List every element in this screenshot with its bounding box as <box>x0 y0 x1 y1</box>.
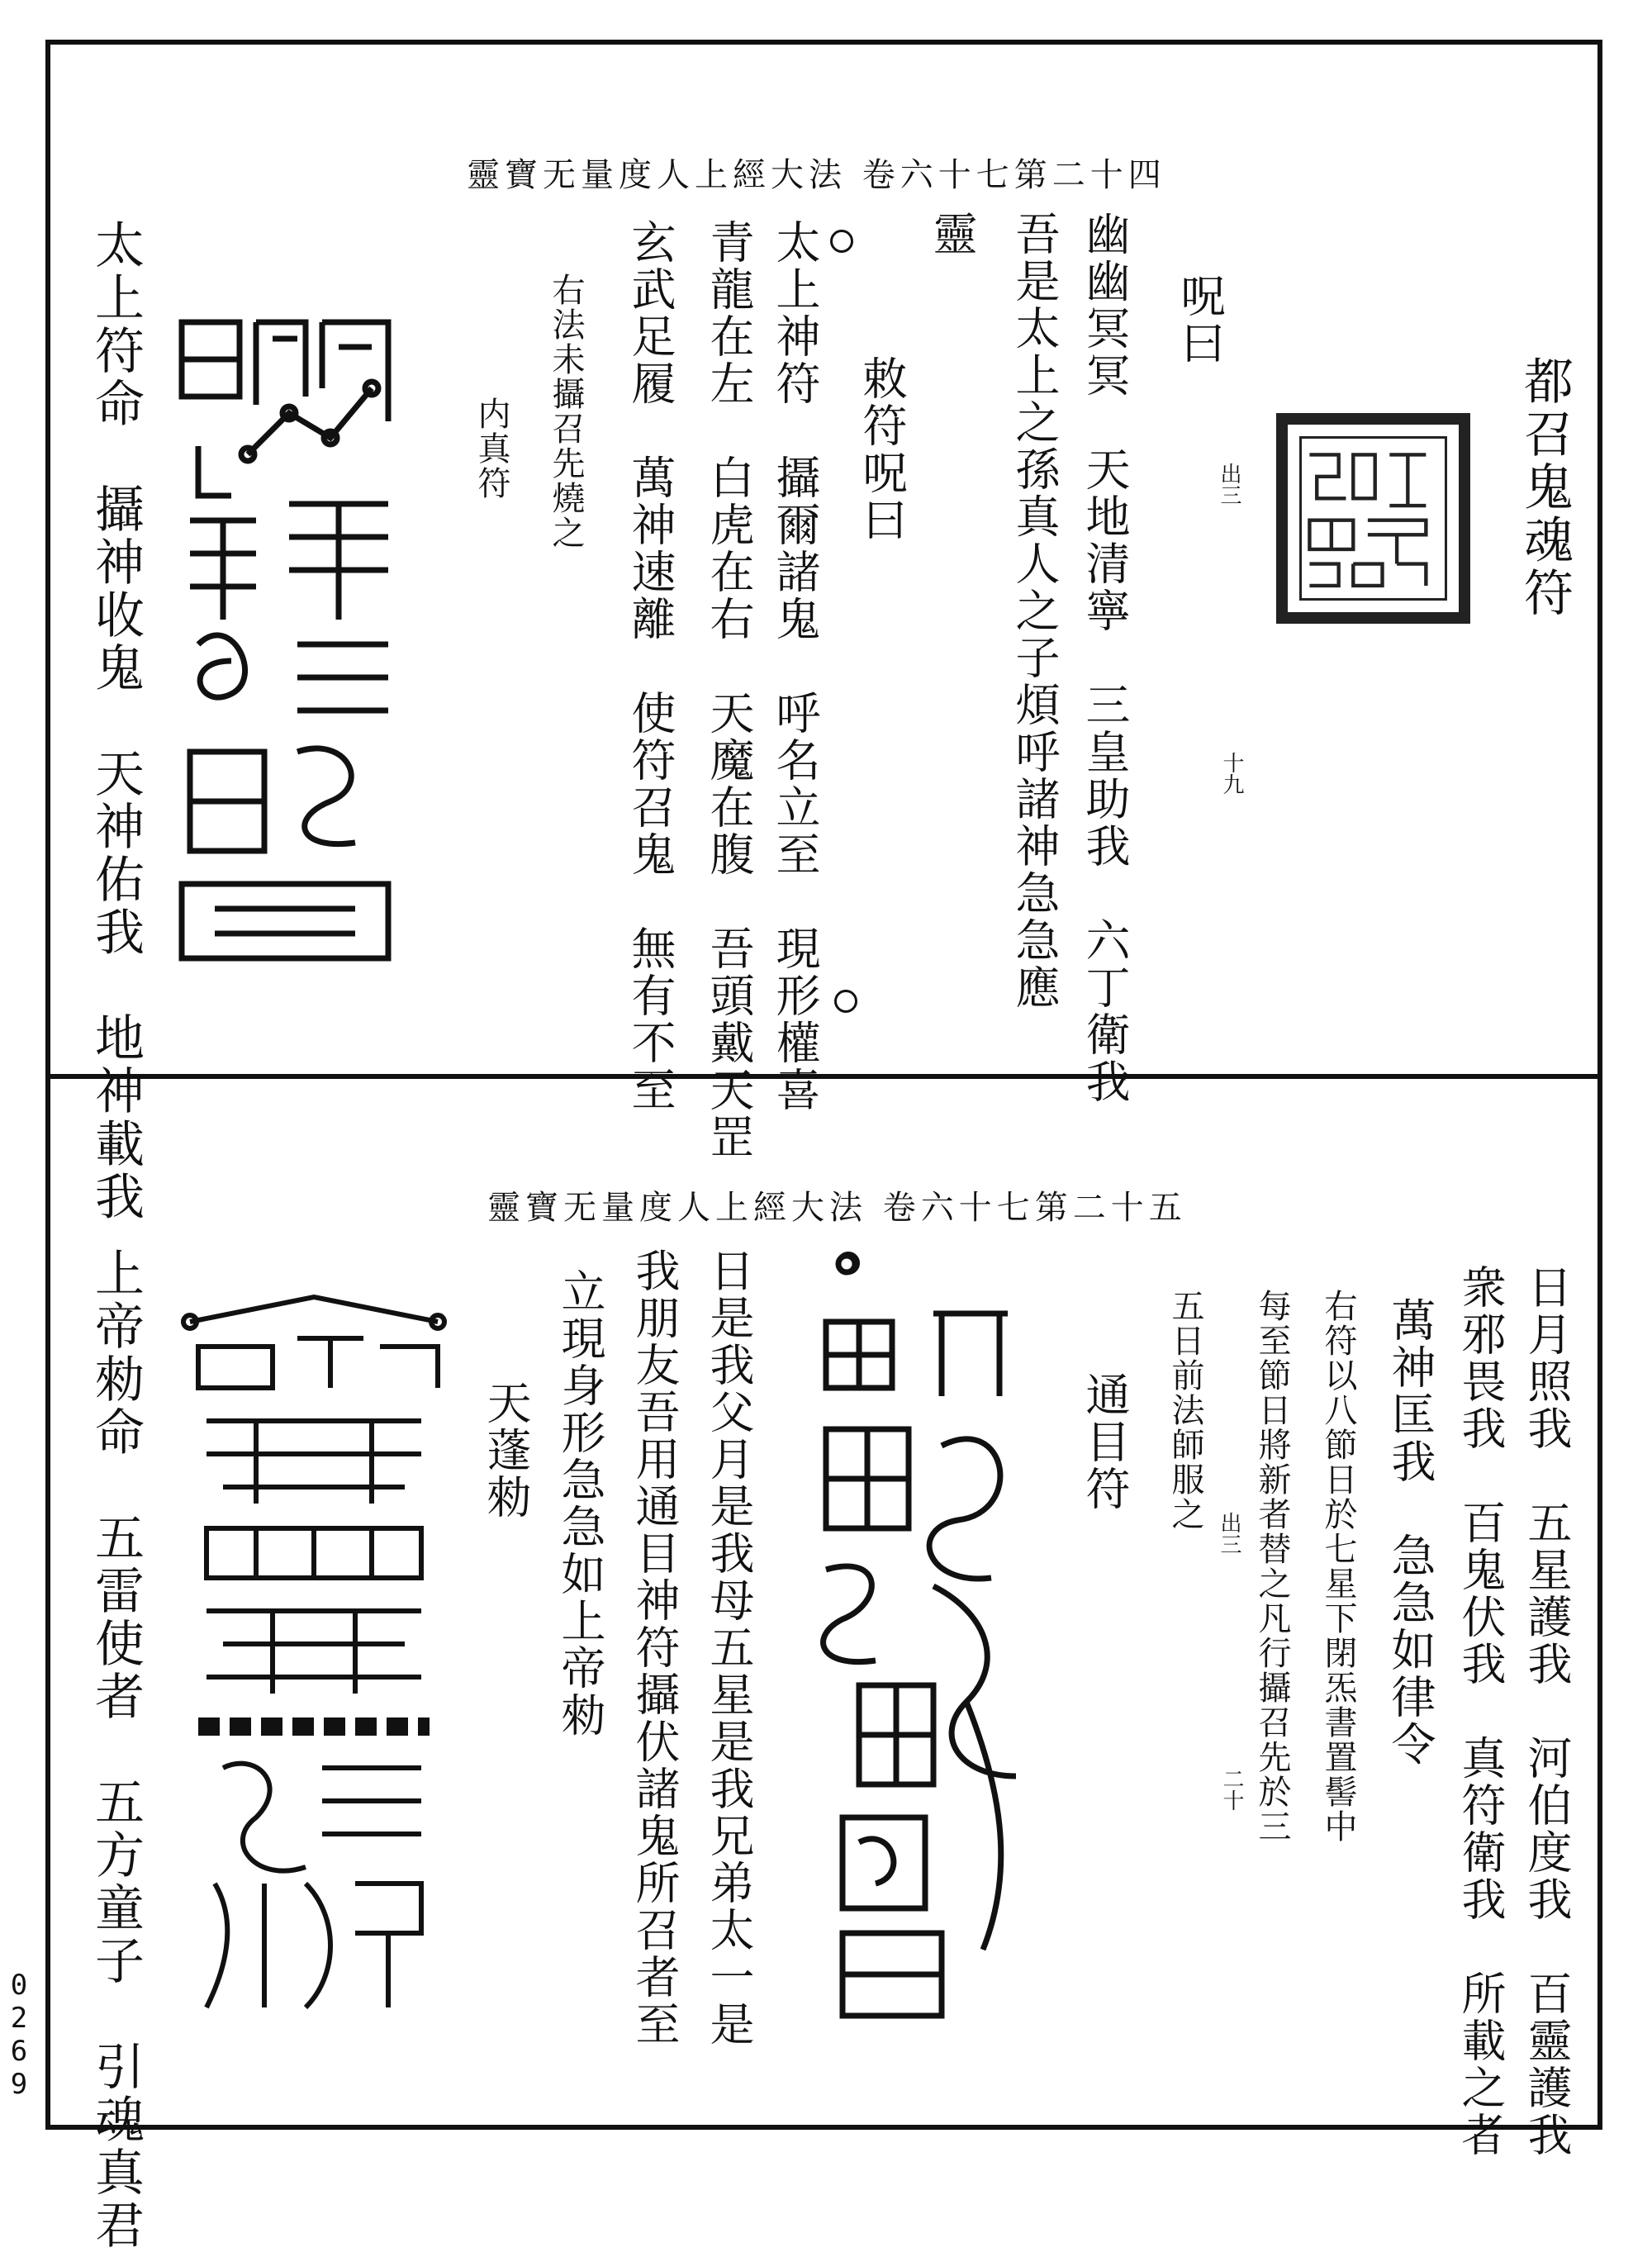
leiting-talisman <box>173 1289 454 2016</box>
top-header: 靈寶无量度人上經大法 卷六十七第二十四 <box>467 156 1166 194</box>
seal-pattern <box>1288 425 1459 612</box>
tiny-annot-3: 出三 <box>1217 1512 1241 1555</box>
bottom-verse-3: 立現身形急急如上帝勑 <box>554 1268 606 1739</box>
top-title: 都召鬼魂符 <box>1516 355 1574 620</box>
circle-mark <box>830 230 853 253</box>
talisman-figure <box>165 289 413 975</box>
tongmu-talisman <box>809 1239 1041 2032</box>
bottom-header: 靈寶无量度人上經大法 卷六十七第二十五 <box>487 1189 1187 1227</box>
incantation-label: 呪曰 <box>1174 273 1226 367</box>
bottom-line-6: 五日前法師服之 <box>1166 1289 1204 1532</box>
page-divider <box>45 1074 1602 1079</box>
bottom-line-3: 萬神匡我 急急如律令 <box>1384 1297 1436 1768</box>
verse-line-2: 青龍在左 白虎在右 天魔在腹 吾頭戴天罡 <box>703 219 755 1161</box>
bottom-line-4: 右符以八節日於七星下閉炁書置髻中 <box>1319 1289 1357 1844</box>
bottom-line-5: 每至節日將新者替之凡行攝召先於三 <box>1253 1289 1291 1844</box>
verse-line-3: 玄武足履 萬神速離 使符召鬼 無有不至 <box>624 219 676 1114</box>
verse-line-1: 太上神符 攝爾諸鬼 呼名立至 現形權喜 <box>769 219 821 1114</box>
seal-stamp <box>1276 413 1470 624</box>
note-text-2: 内真符 <box>472 397 510 501</box>
circle-mark <box>837 1252 860 1275</box>
incantation-line-1: 幽幽冥冥 天地清寧 三皇助我 六丁衛我 <box>1079 211 1131 1105</box>
bottom-line-2: 衆邪畏我 百鬼伏我 真符衛我 所載之者 <box>1455 1264 1507 2159</box>
bottom-left-column: 上帝勑命 五雷使者 五方童子 引魂真君 <box>87 1247 145 2252</box>
circle-mark <box>834 990 857 1013</box>
page-number: 0269 <box>10 1969 28 2101</box>
bottom-chi: 天蓬勑 <box>480 1380 532 1521</box>
note-text: 右法未攝召先燒之 <box>547 273 585 550</box>
tiny-annot-2: 十九 <box>1219 752 1244 795</box>
top-left-column: 太上符命 攝神收鬼 天神佑我 地神載我 <box>87 219 145 1223</box>
talisman-title: 通目符 <box>1079 1371 1131 1513</box>
bottom-line-1: 日月照我 五星護我 河伯度我 百靈護我 <box>1521 1264 1573 2159</box>
bottom-verse-2: 我朋友吾用通目神符攝伏諸鬼所召者至 <box>629 1247 681 2048</box>
tiny-annot-1: 出三 <box>1217 463 1241 506</box>
incantation-line-3: 靈 <box>926 211 978 258</box>
bottom-verse-1: 日是我父月是我母五星是我兄弟太一是 <box>703 1247 755 2048</box>
chi-label: 敕符呪曰 <box>856 355 908 544</box>
incantation-line-2: 吾是太上之孫真人之子煩呼諸神急急應 <box>1009 211 1061 1011</box>
tiny-annot-4: 二十 <box>1219 1768 1244 1811</box>
